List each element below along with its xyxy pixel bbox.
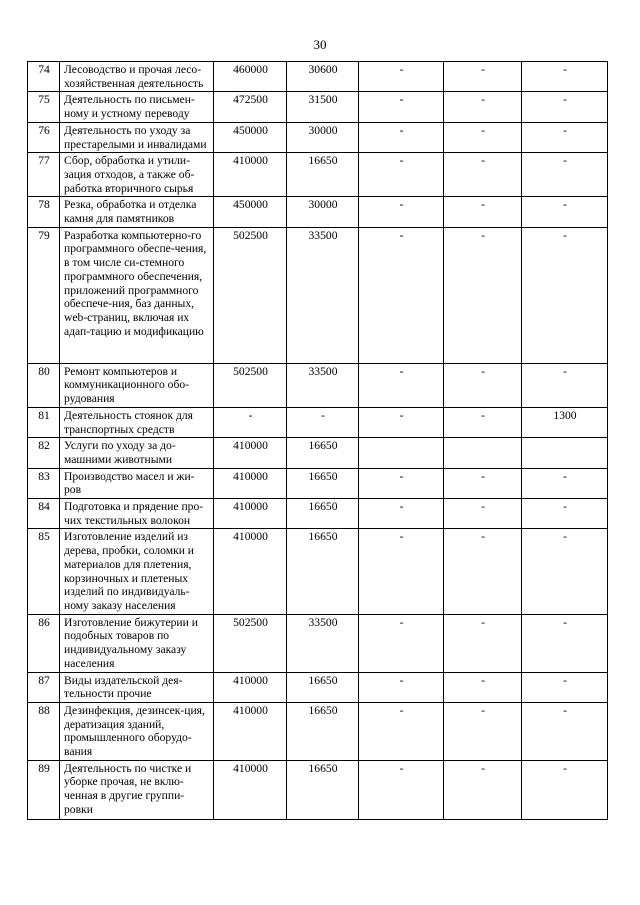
page-number: 30: [313, 37, 327, 52]
activity-name: Изготовление изделий из дерева, пробки, соломки и материалов для плетения, корзиночных и плетеных изделий по индивидуаль-ному заказу населения: [60, 529, 214, 614]
row-number: 80: [28, 363, 60, 407]
value-col-3: -: [359, 122, 444, 152]
value-col-1: 502500: [214, 363, 287, 407]
value-col-5: -: [522, 227, 608, 363]
value-col-2: 16650: [287, 499, 359, 529]
activity-name: Изготовление бижутерии и подобных товаров по индивидуальному заказу населения: [60, 614, 214, 672]
value-col-4: -: [444, 197, 522, 227]
activity-name: Виды издательской дея-тельности прочие: [60, 672, 214, 702]
table-row: [28, 122, 608, 152]
table-row: [28, 407, 608, 437]
table-row: [28, 499, 608, 529]
value-col-4: -: [444, 62, 522, 92]
value-col-2: 16650: [287, 153, 359, 197]
value-col-2: 16650: [287, 672, 359, 702]
value-col-1: 472500: [214, 92, 287, 122]
row-number: 78: [28, 197, 60, 227]
value-col-3: -: [359, 468, 444, 498]
row-number: 76: [28, 122, 60, 152]
activity-name: Ремонт компьютеров и коммуникационного обо-рудования: [60, 363, 214, 407]
value-col-3: -: [359, 760, 444, 819]
value-col-2: 31500: [287, 92, 359, 122]
value-col-2: 30000: [287, 122, 359, 152]
value-col-4: -: [444, 702, 522, 760]
activity-rates-table: [27, 61, 608, 820]
table-body: [28, 62, 608, 820]
value-col-3: -: [359, 499, 444, 529]
value-col-3: -: [359, 529, 444, 614]
table-row: [28, 614, 608, 672]
value-col-5: -: [522, 363, 608, 407]
activity-name: Деятельность по уходу за престарелыми и инвалидами: [60, 122, 214, 152]
value-col-4: -: [444, 153, 522, 197]
value-col-2: 16650: [287, 702, 359, 760]
value-col-1: 410000: [214, 468, 287, 498]
row-number: 81: [28, 407, 60, 437]
value-col-3: -: [359, 92, 444, 122]
row-number: 89: [28, 760, 60, 819]
value-col-4: -: [444, 614, 522, 672]
value-col-5: -: [522, 92, 608, 122]
table-row: [28, 197, 608, 227]
value-col-1: 410000: [214, 438, 287, 468]
row-number: 82: [28, 438, 60, 468]
table-row: [28, 153, 608, 197]
row-number: 77: [28, 153, 60, 197]
table-row: [28, 702, 608, 760]
value-col-2: 30600: [287, 62, 359, 92]
value-col-3: [359, 438, 444, 468]
table-row: [28, 363, 608, 407]
activity-name: Резка, обработка и отделка камня для памятников: [60, 197, 214, 227]
table-row: [28, 760, 608, 819]
table-row: [28, 529, 608, 614]
value-col-1: 410000: [214, 529, 287, 614]
value-col-3: -: [359, 672, 444, 702]
value-col-1: 450000: [214, 197, 287, 227]
table-row: [28, 468, 608, 498]
value-col-2: 16650: [287, 468, 359, 498]
row-number: 75: [28, 92, 60, 122]
value-col-2: 16650: [287, 529, 359, 614]
value-col-2: 33500: [287, 614, 359, 672]
value-col-5: -: [522, 760, 608, 819]
value-col-1: 410000: [214, 153, 287, 197]
activity-name: Услуги по уходу за до-машними животными: [60, 438, 214, 468]
row-number: 74: [28, 62, 60, 92]
value-col-3: -: [359, 62, 444, 92]
value-col-1: 502500: [214, 614, 287, 672]
value-col-2: 33500: [287, 227, 359, 363]
value-col-4: -: [444, 92, 522, 122]
value-col-2: -: [287, 407, 359, 437]
value-col-3: -: [359, 197, 444, 227]
activity-name: Сбор, обработка и утили-зация отходов, а также об-работка вторичного сырья: [60, 153, 214, 197]
value-col-5: -: [522, 62, 608, 92]
value-col-1: 502500: [214, 227, 287, 363]
table-row: [28, 227, 608, 363]
value-col-4: -: [444, 363, 522, 407]
value-col-1: 450000: [214, 122, 287, 152]
value-col-3: -: [359, 153, 444, 197]
row-number: 79: [28, 227, 60, 363]
value-col-4: -: [444, 499, 522, 529]
value-col-5: -: [522, 153, 608, 197]
activity-name: Производство масел и жи-ров: [60, 468, 214, 498]
activity-name: Разработка компьютерно-го программного обеспе-чения, в том числе си-стемного программного обеспечения, приложений программного обеспече-ния, баз данных, web-страниц, включая их адап-тацию и модификацию: [60, 227, 214, 363]
value-col-4: [444, 438, 522, 468]
activity-name: Деятельность стоянок для транспортных средств: [60, 407, 214, 437]
table-row: [28, 438, 608, 468]
table-row: [28, 672, 608, 702]
value-col-4: -: [444, 468, 522, 498]
row-number: 83: [28, 468, 60, 498]
value-col-4: -: [444, 122, 522, 152]
value-col-4: -: [444, 760, 522, 819]
row-number: 85: [28, 529, 60, 614]
value-col-5: -: [522, 122, 608, 152]
value-col-4: -: [444, 672, 522, 702]
value-col-3: -: [359, 227, 444, 363]
row-number: 84: [28, 499, 60, 529]
value-col-1: -: [214, 407, 287, 437]
table-row: [28, 92, 608, 122]
activity-name: Подготовка и прядение про-чих текстильных волокон: [60, 499, 214, 529]
row-number: 86: [28, 614, 60, 672]
value-col-4: -: [444, 227, 522, 363]
value-col-3: -: [359, 614, 444, 672]
value-col-2: 16650: [287, 438, 359, 468]
value-col-3: -: [359, 363, 444, 407]
value-col-5: 1300: [522, 407, 608, 437]
value-col-5: -: [522, 614, 608, 672]
value-col-2: 33500: [287, 363, 359, 407]
value-col-1: 410000: [214, 702, 287, 760]
value-col-3: -: [359, 407, 444, 437]
value-col-5: -: [522, 529, 608, 614]
value-col-1: 460000: [214, 62, 287, 92]
value-col-5: -: [522, 197, 608, 227]
row-number: 87: [28, 672, 60, 702]
value-col-4: -: [444, 407, 522, 437]
value-col-5: [522, 438, 608, 468]
value-col-5: -: [522, 702, 608, 760]
activity-name: Лесоводство и прочая лесо-хозяйственная деятельность: [60, 62, 214, 92]
value-col-5: -: [522, 468, 608, 498]
value-col-2: 16650: [287, 760, 359, 819]
activity-name: Деятельность по чистке и уборке прочая, не вклю-ченная в другие группи-ровки: [60, 760, 214, 819]
activity-name: Дезинфекция, дезинсек-ция, дератизация зданий, промышленного оборудо-вания: [60, 702, 214, 760]
value-col-1: 410000: [214, 760, 287, 819]
row-number: 88: [28, 702, 60, 760]
value-col-1: 410000: [214, 672, 287, 702]
value-col-2: 30000: [287, 197, 359, 227]
value-col-4: -: [444, 529, 522, 614]
value-col-3: -: [359, 702, 444, 760]
value-col-5: -: [522, 672, 608, 702]
table-row: [28, 62, 608, 92]
value-col-5: -: [522, 499, 608, 529]
activity-name: Деятельность по письмен-ному и устному переводу: [60, 92, 214, 122]
value-col-1: 410000: [214, 499, 287, 529]
